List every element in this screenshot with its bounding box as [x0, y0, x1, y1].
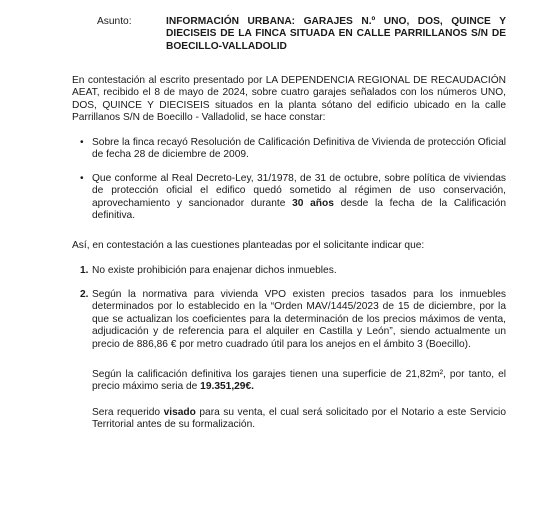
- precio-maximo: 19.351,29€.: [200, 381, 254, 393]
- numbered-item-2: [80, 289, 506, 351]
- visado-text: Sera requerido: [92, 407, 164, 418]
- asunto-label: Asunto:: [97, 16, 132, 27]
- asi-paragraph: Así, en contestación a las cuestiones planteadas por el solicitante indicar que:: [72, 240, 425, 251]
- numbered-text: No existe prohibición para enajenar dichos inmuebles.: [92, 265, 337, 276]
- garajes-paragraph: [92, 369, 506, 394]
- numbered-marker: 1.: [80, 265, 89, 276]
- bullet-text: [92, 173, 506, 223]
- bullet-item-1: [80, 137, 506, 162]
- intro-paragraph: En contestación al escrito presentado por LA DEPENDENCIA REGIONAL DE RECAUDACIÓN AEAT, recibido el 8 de mayo de 2024, sobre cuatro garajes señalados con los números UNO, DOS, QUINCE Y DIECISEIS situados en la planta sótano del edificio ubicado en la calle Parrillanos S/N de Boecillo - Valladolid, se hace constar:: [72, 75, 506, 124]
- bullet-text: Sobre la finca recayó Resolución de Calificación Definitiva de Vivienda de protección Oficial de fecha 28 de diciembre de 2009.: [92, 137, 506, 161]
- bullet-text-part: Que conforme al Real Decreto-Ley, 31/1978, de 31 de octubre, sobre política de viviendas de protección oficial el edifico quedó sometido al régimen de uso conservación, aprovechamiento y sancionador durante: [92, 173, 506, 209]
- bullet-text-bold: 30 años: [292, 197, 334, 209]
- bullet-marker: •: [80, 137, 84, 148]
- garajes-text: Según la calificación definitiva los garajes tienen una superficie de 21,82m², por tanto, el precio máximo seria de: [92, 369, 506, 393]
- numbered-marker: 2.: [80, 289, 89, 300]
- bullet-marker: •: [80, 173, 84, 184]
- visado-bold: visado: [163, 407, 196, 418]
- visado-text: para su venta, el cual será solicitado por el Notario a este Servicio Territorial antes de su formalización.: [92, 407, 506, 431]
- asunto-text: INFORMACIÓN URBANA: GARAJES N.º UNO, DOS, QUINCE Y DIECISEIS DE LA FINCA SITUADA EN CALLE PARRILLANOS S/N DE BOECILLO-VALLADOLID: [166, 16, 506, 52]
- bullet-item-2: [80, 173, 506, 223]
- bullet-text-part: desde la fecha de la Calificación definitiva.: [92, 197, 506, 222]
- numbered-item-1: [80, 265, 506, 277]
- visado-paragraph: [92, 407, 506, 432]
- numbered-text: Según la normativa para vivienda VPO existen precios tasados para los inmuebles determinados por lo establecido en la “Orden MAV/1445/2023 de 15 de diciembre, por la que se actualizan los coeficientes para la determinación de los precios máximos de venta, adjudicación y de referencia para el alquiler en Castilla y León”, siendo actualmente un precio de 886,86 € por metro cuadrado útil para los anejos en el ámbito 3 (Boecillo).: [92, 289, 506, 350]
